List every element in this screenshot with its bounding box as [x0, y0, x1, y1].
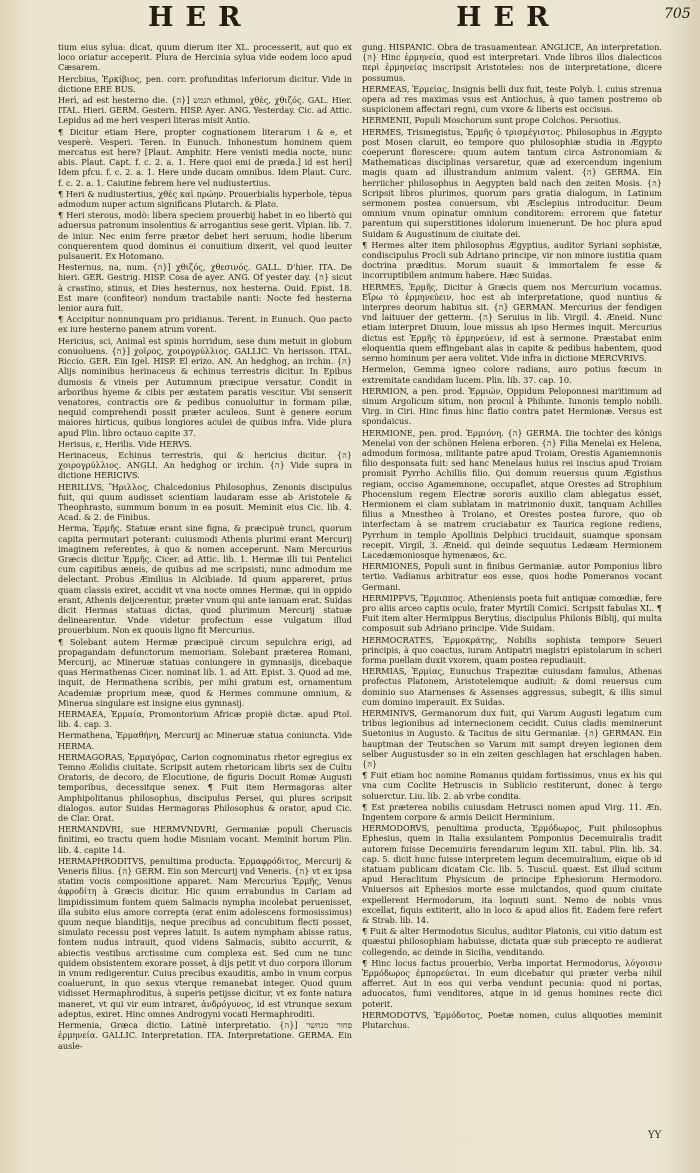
dictionary-entry: ¶ Solebant autem Hermæ præcipuè circum sepulchra erigi, ad propagandam defunctorum memoriam. Solebant præterea Romani, Mercurij, ac Mineruæ statuas coniungere in gymnasijs, dicebaque quas Hermathenas Cicer. nominat lib. 1. ad Att. Epist. 3. Quod ad me, inquit, de Hermathena scribis, per mihi gratum est, ornamentum Academiæ proprium meæ, quod & Hermes commune omnium, & Minerua singulare est insigne eius gymnasij.: [58, 636, 352, 708]
dictionary-entry: HERMINIVS, Germanorum dux fuit, qui Varum Augusti legatum cum tribus legionibus ad internecionem cecidit. Cuius cladis meminerunt Suetonius in Augusto. & Tacitus de situ Germaniæ. {ה} GERMAN. Ein hauptman der Teutschen so Varum mit sampt dreyen legionen dem selber Augustusder so in ein zeiten geschlagen hat erschlagen haben. {ה}: [362, 708, 662, 770]
catchword: YY: [648, 1130, 662, 1141]
dictionary-entry: tium eius sylua: dicat, quum dierum iter XL. processerit, aut quo ex loco oriatur acceperit. Plura de Hercinia sylua vide eodem loco apud Cæsarem.: [58, 42, 352, 73]
dictionary-entry: HERMENII, Populi Moschorum sunt prope Colchos. Persotius.: [362, 115, 622, 126]
dictionary-entry: HERMES, Trismegistus, Ἑρμῆς ὁ τρισμέγιστος. Philosophus in Ægypto post Mosen claruit, eo tempore quo philosophiæ studia in Ægypto coeperunt florescere: quum autem tantum circa Astronomiam & Mathematicas disciplinas versaretur, quæ ad exercendum ingenium magis quam ad illustrandum animum valent. {ה} GERMA. Ein herriicher philosophus in Aegypten bald nach den zeiten Mosis. {ה} Scripsit libros plurimos, quorum pars gratia dialogum, in Latinum sermonem postea conuersum, vbi Æsclepius introducitur. Deum omnium vnum opinatur omnium conditorem: errorem que fatetur parentum qui superstitiones idolorum inuenerunt. De hoc plura apud Suidam & Augustinum de ciuitate dei.: [362, 126, 662, 239]
dictionary-entry: HERMIAS, Ἑρμίας, Eunuchus Trapezitæ cuiusdam famulus, Athenas profectus Platonem, Aristotelemque audiuit: & domi reuersus cum dominio suo Atarnenses & Assenses aggressus, subegit, & illis simul cum domino imperauit. Ex Suidas.: [362, 666, 662, 707]
dictionary-entry: HERMES, Ἑρμῆς, Dicitur à Græcis quem nos Mercurium vocamus. Εἴρω τὸ ἑρμηνεύειν, hoc est ab interpretatione, quod nuntius & interpres deorum habitus sit. {ה} GERMAN. Mercurius der fendigen vnd laituuer der getterm. {ה} Seruius in lib. Virgil. 4. Æneid. Nunc etiam interpret Diuum, loue missus ab ipso Hermes inquit. Mercurius dictus est Ἑρμῆς τὸ ἑρμηνεύειν, id est à sermone. Præstabat enim eloquentia quem effingebant alas in capite & pedibus habentem, quod sermo hominum per aera volitet. Vide infra in dictione MERCVRIVS.: [362, 281, 662, 364]
dictionary-entry: HERMAPHRODITVS, penultima producta. Ἑρμαφρόδιτος, Mercurij & Veneris filius. {ה} GERM. Ein son Mercurij vnd Veneris. {ה} vt ex ipsa statim vocis compositione apparet. Nam Mercurius Ἑρμῆς, Venus ἀφροδίτη à Græcis dicitur. Hic quum errabundus in Cariam ad limpidissimum fontem quem Salmacis nympha incolebat peruenisset, illa subito eius amore correpta (erat enim adolescens formosissimus) quum neque blanditijs, neque precibus ad concubitum flecti posset, simulato recessu post vepres latuit. Is autem nympham abisse ratus, fontem nudus intrauit, quod videns Salmacis, subito accurrit, & abiectis vestibus arctissime cum complexa est. Sed cum ne tunc quidem obsistentem exorare posset, à dijs petit vt duo corpora illorum in vnum redigerentur. Cuius precibus exauditis, ambo in vnum corpus coaluerunt, in quo sexus vterque remanebat integer. Quod quum vidisset Hermaphroditus, à superis petijsse dicitur, vt ex fonte natura maneret, vt qui vir eum intraret, ἀνδρόγυνος, id est vtrunque sexum adeptus, exiret. Hinc omnes Androgyni vocati Hermaphroditi.: [58, 855, 352, 1019]
dictionary-entry: Herisus, ε, Herilis. Vide HERVS.: [58, 438, 192, 449]
dictionary-entry: Hermathena, Ἑρμαθήνη, Mercurij ac Mineruæ statua coniuncta. Vide HERMA.: [58, 730, 352, 751]
dictionary-entry: ¶ Hermes alter item philosophus Ægyptius, auditor Syriani sophistæ, condiscipulus Procli sub Adriano principe, vir non minore iustitia quam doctrina præditus. Morum suauit & immortalem fe esse & incorruptibilem animum habere. Hæc Suidas.: [362, 239, 662, 281]
dictionary-entry: gung. HISPANIC. Obra de trasuamentear. ANGLICE, An interpretation. {ה} Hinc ἑρμηνεία, quod est interpretari. Vnde libros illos dialecticos περὶ ἑρμηνείας inscripsit Aristoteles: nos de interpretatione, dicere possumus.: [362, 42, 662, 83]
dictionary-entry: HERMANDVRI, sue HERMVNDVRI, Germaniæ populi Cheruscis finitimi, eo tractu quem hodie Misniam vocant. Meminit horum Plin. lib. 4. capite 14.: [58, 824, 352, 855]
dictionary-entry: Hesternus, na, num. {ה}] χθιζός, χθεσινός. GALL. D'hier. ITA. De hieri. GER. Gestrig. HISP. Cosa de ayer. ANG. Of yester day. {ה} sicut à crastino, stinus, et Dies hesternus, nox hesterna. Ouid. Epist. 18. Est mare (confiteor) nondum tractabile nanti: Nocte fed hesterna lenior aura fuit.: [58, 262, 352, 314]
dictionary-entry: HERMEAS, Ἑρμείας, Insignis belli dux fuit, teste Polyb. l. cuius strenua opera ad res maximas vsus est Antiochus, à quo tamen postremo ob suspicionem affectari regni, cum vxore & liberis est occisus.: [362, 83, 662, 115]
dictionary-entry: HERILLVS, Ἥριλλος, Chalcedonius Philosophus, Zenonis discipulus fuit, qui quum audisset scientiam laudaram esse ab Aristotele & Theophrasto, summum bonum in ea posuit. Meminit eius Cic. lib. 4. Acad. & 2. de Finibus.: [58, 481, 352, 523]
dictionary-entry: HERMOCRATES, Ἑρμοκράτης, Nobilis sophista tempore Seueri principis, à quo coactus, iuram Antipatri magistri epistolarum in scheri forma puellam duxit vxorem, quam postea repudiauit.: [362, 634, 662, 665]
dictionary-entry: Hercbius, Ἑρκίβιος, pen. corr. profunditas inferiorum dicitur. Vide in dictione ERE BUS.: [58, 73, 352, 94]
dictionary-entry: HERMIONE, pen. prod. Ἑρμιόνη. {ה} GERMA. Die tochter des königs Menelai von der schönen Helena erboren. {ה} Filia Menelai ex Helena, admodum formosa, militante patre apud Troiam, Orestis Agamemnonis filio desponsata fuit: sed hanc Menelaus huius rei inscius apud Troiam promisit Pyrrho Achillis filio. Qui domum reuersus quum Ægisthus regiam, occiso Agamemnone, occupaflet, atque Orestes ad Strophium Phocensium regem Electræ sororis auxilio clam ablegatus esset, Hermionem ei clam sublatam in matrimonio duxit, tanquam Achilles filius a Mnestheo à Troiano, et Orestes postea furore, quo ob interfectam à se matrem cruciabatur ex Taurica regione rediens, Pyrrhum in templo Apollinis Delphici trucidauit, suamque sponsam recepit. Virgil, 3. Æneid. qui deinde sequutus Ledæam Hermionem Lacedæmoniosque hymenæos, &c.: [362, 427, 662, 560]
dictionary-entry: Herma, Ἑρμῆς. Statuæ erant sine figna, & præcipuè trunci, quorum capita permutari poterant: cuiusmodi Athenis plurimi erant Mercurij imaginem referentes, à quo & nomen acceperunt. Nam Mercurius Græcis dicitur Ἑρμῆς. Cicer. ad Attic. lib. 1. Hermæ illi tui Pentelici cum capitibus æneis, de quibus ad me scripsisti, nunc admodum me delectant. Probus Æmilius in Alcibiade. Id quum appareret, prius quam classis exiret, accidit vt vna nocte omnes Hermæ, qui in oppido erant, Athenis deijcerentur, præter vnum qui ante ianuam erat. Suidas dicit Hermas statuas dictas, quod plurimum Mercurij statuæ delinearentur. Vnde videtur profectum esse vulgatum illud prouerbium. Non ex quouis ligno fit Mercurius.: [58, 523, 352, 636]
dictionary-entry: ¶ Dicitur etiam Here, propter cognationem literarum i & e, et vesperè. Vesperi. Teren. in Eunuch. Inhonestum hominem quem mercatus est here? [Plaut. Amphitr. Here venisti media nocte, nunc abis. Plaut. Capt. f. c. 2. a. 1. Here quoi emi de præda.] id est heri] Idem pfcu. f. c. 2. a. 1. Here unde ducam omnibus. Idem Plaut. Curc. f. c. 2. a. 1. Caiutine febrem here vel nudiustertius.: [58, 126, 352, 188]
dictionary-entry: HERMAEA, Ἑρμαία, Promontorium Africæ propiè dictæ. apud Ptol. lib. 4. cap. 3.: [58, 709, 352, 730]
dictionary-entry: HERMIPPVS, Ἕρμιππος. Atheniensis poeta fuit antiquæ comœdiæ, fere pro aliis arceo captis oculo, frater Myrtili Comici. Scripsit fabulas XL. ¶ Fuit item alter Hermippus Berytius, discipulus Philonis Biblij, qui multa composuit sub Adriano principe. Vide Suidam.: [362, 592, 662, 634]
dictionary-entry: ¶ Fuit & alter Hermodotus Siculus, auditor Platonis, cui vitio datum est quæstui philosophiam habuisse, dictata quæ sub præcepto re audierat collegendo, ac deinde in Sicilia, venditando.: [362, 926, 662, 957]
dictionary-entry: ¶ Heri sterous, modò: libera speciem prouerbij habet in eo libertò qui aduersus patronum insolentius & arrogantius sese gerit. Vlpian. lib. 7. de iniur. Nec enim ferre prætor debet heri seruum, hodie liberum conquerentem quod dominus ei conuitium dixerit, vel quod leuiter pulsauerit. Ex Hotomano.: [58, 210, 352, 262]
dictionary-entry: HERMODOTVS, Ἑρμόδοτος, Poetæ nomen, cuius aliquoties meminit Plutarchus.: [362, 1009, 662, 1031]
dictionary-entry: HERMION, a pen. prod. Ἑρμιών, Oppidum Peloponnesi maritimum ad sinum Argolicum situm, non procul à Philunte. Iunonis templo nobili. Virg. in Ciri. Hinc finus hinc flatio contra patet Hermionæ. Versus est spondaicus.: [362, 385, 662, 427]
running-head-left: HER: [148, 2, 253, 33]
dictionary-entry: Herì, ad est hesterno die. {ה}] הנמש ethmol, χθὲς, χθιζός. GAL. Hier. ITAL. Hieri. GERM. Gestern. HISP. Ayer. ANG. Yesterday. Cic. ad Attic. Lepidus ad me heri vesperi literas misit Antio.: [58, 95, 352, 126]
dictionary-entry: ¶ Est præterea nobilis cuiusdam Hetrusci nomen apud Virg. 11. Æn. Ingentem corpore & armis Deiicit Herminium.: [362, 801, 662, 823]
dictionary-entry: Hericius, sci, Animal est spinis horridum, sese dum metuit in globum conuoluens. {ה}] χοῖρος, χοιρογρύλλιος. GALLIC. Vn herisson. ITAL. Riccio. GER. Ein Igel. HISP. El erizo. AN. An hedghog, an irchin. {ה} Alijs nominibus herinaceus & echinus terrestris dicitur. In Epibus dumosis & vineis per Autumnum præcipue versatur. Condit in arboribus hyeme & cibis per æstatem paratis vescitur. Vbi senserit venatores, contractis ore & pedibus conuoluitur in formam pilæ, nequid comprehendi possit præter aculeos. Sunt è genere eorum maiores hirticus, quibus longiores aculei de quibus infra. Vide plura apud Plin. libro octauo capite 37.: [58, 335, 352, 438]
dictionary-entry: ¶ Accipitur nonnunquam pro pridianus. Terent. in Eunuch. Quo pacto ex iure hesterno panem atrum vorent.: [58, 314, 352, 335]
left-column: [58, 42, 352, 1152]
running-head-right: HER: [456, 2, 561, 33]
dictionary-entry: Hermenia, Græca dictio. Latinè interpretatio. {ה}] פחור מנחשר ἑρμηνεία. GALLIC. Interpretation. ITA. Interpretatione. GERMA. Ein ausle-: [58, 1020, 352, 1051]
dictionary-entry: Hermelon, Gemma igneo colore radians, auro potius fœcum in extremitate candidam lucem. Plin. lib. 37. cap. 10.: [362, 364, 662, 385]
dictionary-entry: HERMAGORAS, Ἑρμαγόρας, Carion cognominatus rhetor egregius ex Temno Æolidis ciuitate. Scripsit autem rhetoricam libris sex de Cultu Oratoris, de decoro, de Elocutione, de figuris Docuit Romæ Augusti temporibus, decessitque senex. ¶ Fuit item Hermagoras alter Amphipolitanus philosophus, discipulus Persei, qui plures scripsit dialogos. autor Suidas Hermagoras Philosophus & orator, apud Cic. de Clar. Orat.: [58, 751, 352, 824]
dictionary-entry: HERMODORVS, penultima producta, Ἑρμόδωρος, Fuit philosophus Ephesius, quem in Italia exsulantem Pomponius Decemuiralis tradit autorem fuisse Decemuiris ferendarum legum XII. tabul. Plin. lib. 34. cap. 5. dicit hunc fuisse interpretem legum decemuiralium, eique ob id statuam publicam dicatam Cic. lib. 5. Tuscul. quæst. Est illud scitum apud Heraclitum Physicum de principe Ephesiorum Hermodoro. Vniuersos ait Ephesios morte esse mulctandos, quod quum ciuitate expellerent Hermodorum, ita loquuti sunt. Nemo de nobis vnus excellat, fiquis extiterit, alio in loco & apud alios fit. Eadem fere refert & Strab. lib. 14.: [362, 823, 662, 926]
dictionary-entry: ¶ Heri & nudiustertius, χθὲς καὶ πρώην. Prouerbialis hyperbole, tèpus admodum nuper actum significans Plutarch. & Plato.: [58, 188, 352, 210]
dictionary-entry: ¶ Hinc locus factus prouerbio, Verba importat Hermodorus, λόγοισιν Ἑρμόδωρος ἐμπορεύεται. In eum dicebatur qui præter verba nihil afferret. Aut in eos qui verba vendunt pecunia: quod ni portas, aduocatos, fumi venditores, atque in id genus homines recte dici poterit.: [362, 957, 662, 1009]
dictionary-entry: ¶ Fuit etiam hoc nomine Romanus quidam fortissimus, vnus ex his qui vna cum Coclite Hetruscis in Sublicio restiterunt, donec à tergo soluerctur. Liu. lib. 2. ab vrbe condita.: [362, 770, 662, 801]
right-column: [362, 42, 662, 1152]
page-number: 705: [664, 6, 691, 22]
dictionary-entry: Herinaceus, Echinus terrestris, qui & hericius dicitur. {ה} χοιρογρύλλιος. ANGLI. An hedghog or irchin. {ה} Vide supra in dictione HERICIVS.: [58, 449, 352, 481]
dictionary-entry: HERMIONES, Populi sunt in finibus Germaniæ. autor Pomponius libro tertio. Vadianus arbitratur eos esse, quos hodie Pomeranos vocant Germani.: [362, 561, 662, 592]
